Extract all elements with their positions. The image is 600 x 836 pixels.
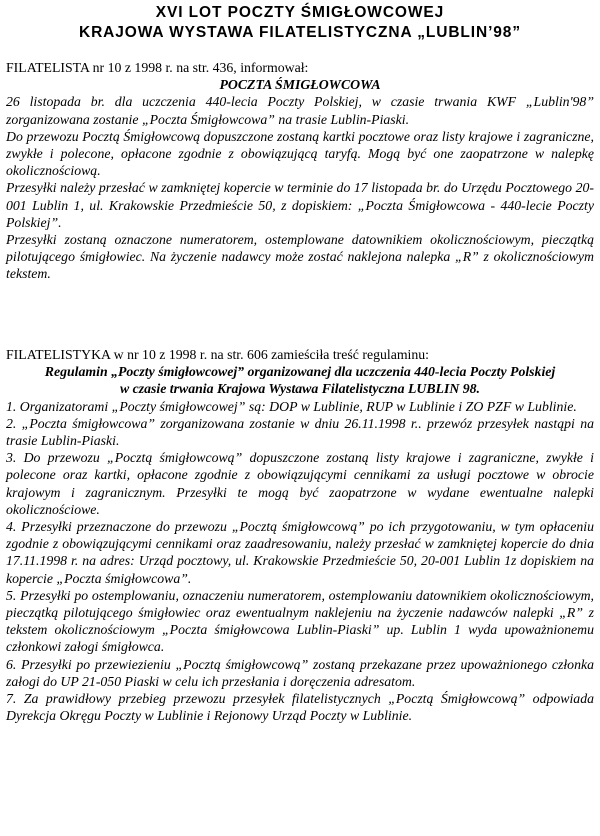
regulation-item: 4. Przesyłki przeznaczone do przewozu „Pocztą śmigłowcową” po ich przygotowaniu, w tym opłaceniu zgodnie z obowiązującymi cennikami oraz zaadresowaniu, należy przesłać w zamkniętej kopercie do dnia 17.11.1998 r. na adres: Urząd pocztowy, ul. Krakowskie Przedmieście 50, 20-001 Lublin 1z dopiskiem na kopercie „Poczta śmigłowcowa”.	[6, 519, 594, 586]
regulation-list	[6, 398, 594, 725]
regulation-item: 1. Organizatorami „Poczty śmigłowcowej” są: DOP w Lublinie, RUP w Lublinie i ZO PZF w Lublinie.	[6, 398, 577, 414]
paragraph: Przesyłki zostaną oznaczone numeratorem, ostemplowane datownikiem okolicznościowym, pieczątką pilotującego śmigłowiec. Na życzenie nadawcy może zostać naklejona nalepka „R” z okolicznościowym tekstem.	[6, 232, 594, 282]
regulation-heading-line-2: w czasie trwania Krajowa Wystawa Filatelistyczna LUBLIN 98.	[119, 381, 481, 397]
paragraph: Do przewozu Pocztą Śmigłowcową dopuszczone zostaną kartki pocztowe oraz listy krajowe i zagraniczne, zwykłe i polecone, opłacone zgodnie z obowiązującą taryfą. Mogą być one zaopatrzone w nalepkę okolicznościową.	[6, 128, 594, 179]
section-heading: POCZTA ŚMIGŁOWCOWA	[219, 77, 381, 93]
regulation-item: 5. Przesyłki po ostemplowaniu, oznaczeniu numeratorem, ostemplowaniu datownikiem okolicznościowym, pieczątką pilotującego śmigłowiec oraz ewentualnym naklejeniu na życzenie nadawców nalepki „R” z tekstem okolicznościowym „Poczta śmigłowcowa Lublin-Piaski” up. Lublin 1 wyda upoważnionemu członkowi załogi śmigłowca.	[6, 587, 594, 655]
section-filatelista	[6, 59, 594, 283]
regulation-item: 7. Za prawidłowy przebieg przewozu przesyłek filatelistycznych „Pocztą Śmigłowcową” odpowiada Dyrekcja Okręgu Poczty w Lublinie i Rejonowy Urząd Poczty w Lublinie.	[6, 691, 594, 724]
regulation-item: 3. Do przewozu „Pocztą śmigłowcową” dopuszczone zostaną listy krajowe i zagraniczne, zwykłe i polecone oraz kartki, opłacone zgodnie z obowiązującymi cennikami za usługi pocztowe w obrocie krajowym i zagranicznym. Przesyłki te mogą być zaopatrzone w wydane ewentualne nalepki okolicznościowe.	[6, 450, 594, 517]
section-intro: FILATELISTYKA w nr 10 z 1998 r. na str. 606 zamieściła treść regulaminu:	[6, 347, 430, 362]
paragraph: Przesyłki należy przesłać w zamkniętej kopercie w terminie do 17 listopada br. do Urzędu Pocztowego 20-001 Lublin 1, ul. Krakowskie Przedmieście 50, z dopiskiem: „Poczta Śmigłowcowa - 440-lecie Poczty Polskiej”.	[6, 180, 594, 230]
regulation-heading-line-1: Regulamin „Poczty śmigłowcowej” organizowanej dla uczczenia 440-lecia Poczty Polskiej	[44, 364, 556, 380]
regulation-item: 6. Przesyłki po przewiezieniu „Pocztą śmigłowcową” zostaną przekazane przez upoważnionego członka załogi do UP 21-050 Piaski w celu ich przesłania i doręczenia adresatom.	[6, 656, 594, 689]
regulation-item: 2. „Poczta śmigłowcowa” zorganizowana zostanie w dniu 26.11.1998 r.. przewóz przesyłek nastąpi na trasie Lublin-Piaski.	[6, 415, 594, 449]
document-title-line-1: XVI LOT POCZTY ŚMIGŁOWCOWEJ	[155, 4, 445, 21]
section-intro: FILATELISTA nr 10 z 1998 r. na str. 436, informował:	[6, 60, 309, 75]
paragraph: 26 listopada br. dla uczczenia 440-lecia Poczty Polskiej, w czasie trwania KWF „Lublin'98” zorganizowana zostanie „Poczta Śmigłowcowa” na trasie Lublin-Piaski.	[6, 94, 594, 127]
section-filatelistyka	[6, 346, 594, 724]
document-title-line-2: KRAJOWA WYSTAWA FILATELISTYCZNA „LUBLIN’98”	[79, 24, 521, 41]
